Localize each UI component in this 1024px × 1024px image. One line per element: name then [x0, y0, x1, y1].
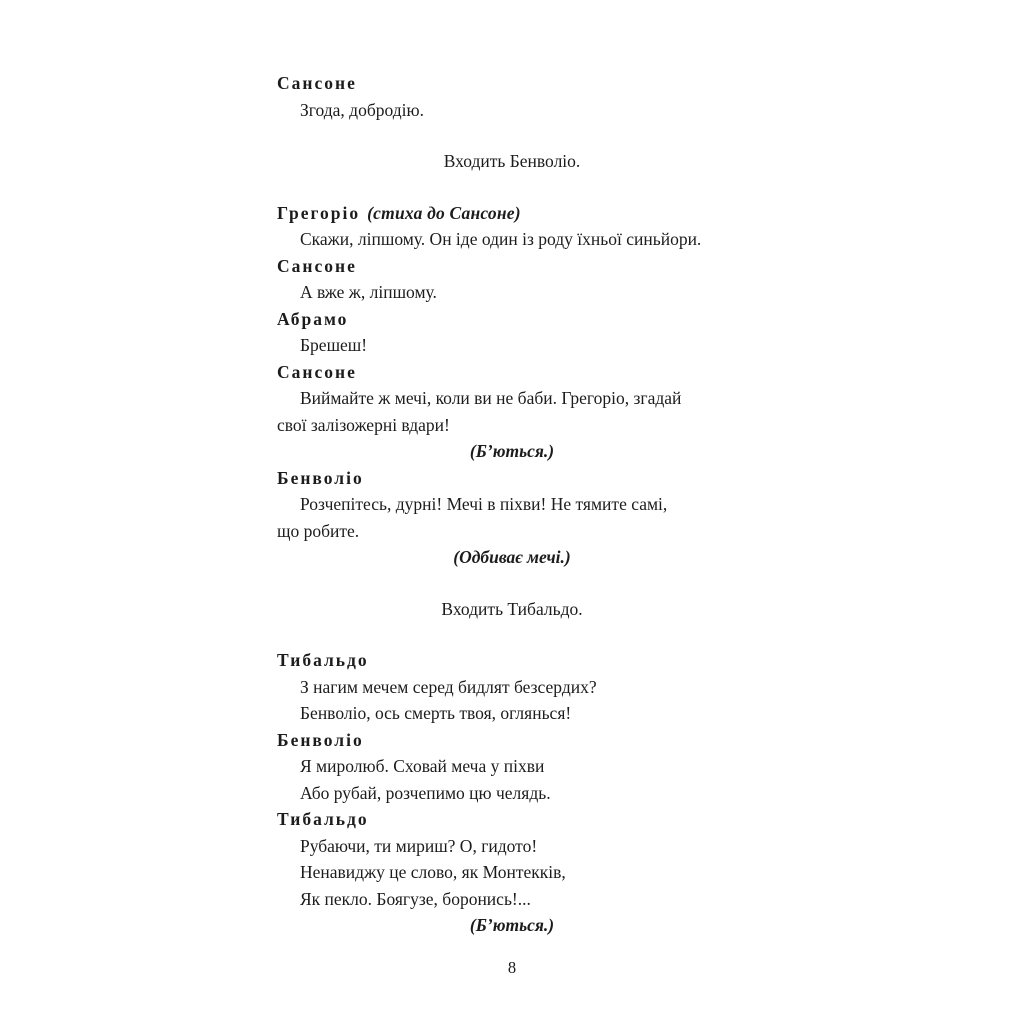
dialogue-line: Ненавиджу це слово, як Монтекків,: [300, 862, 566, 882]
dialogue-line: Рубаючи, ти мириш? О, гидото!: [300, 835, 538, 856]
speaker-name: Грегоріо: [277, 202, 361, 223]
speaker-name: Сансоне: [277, 255, 357, 276]
stage-direction: Входить Тибальдо.: [441, 598, 583, 619]
dialogue-line-continued: що робите.: [277, 520, 360, 541]
spacer: [277, 622, 747, 647]
speaker-heading: [277, 359, 747, 386]
speaker-name: Бенволіо: [277, 729, 364, 750]
speaker-heading: [277, 70, 747, 97]
dialogue-line: Бенволіо, ось смерть твоя, оглянься!: [300, 703, 572, 723]
page-number: 8: [507, 958, 517, 977]
dialogue-line-continued: свої залізожерні вдари!: [277, 414, 450, 435]
spacer: [277, 571, 747, 596]
speaker-heading: [277, 806, 747, 833]
dialogue-line: Розчепітесь, дурні! Мечі в піхви! Не тямите самі,: [300, 494, 668, 514]
stage-direction-paren: (Б’ються.): [469, 441, 555, 461]
dialogue-line: З нагим мечем серед бидлят безсердих?: [300, 676, 597, 697]
speaker-name: Тибальдо: [277, 650, 369, 670]
dialogue-line: Брешеш!: [300, 335, 368, 355]
stage-direction-paren: (Одбиває мечі.): [453, 547, 571, 567]
speaker-heading: [277, 200, 747, 227]
spacer: [277, 123, 747, 148]
dialogue-line: Або рубай, розчепимо цю челядь.: [300, 782, 551, 803]
dialogue-line: Я миролюб. Сховай меча у піхви: [300, 756, 545, 776]
stage-direction-paren: (Б’ються.): [469, 915, 555, 935]
speaker-name: Абрамо: [277, 308, 349, 329]
dialogue-line: Виймайте ж мечі, коли ви не баби. Грегоріо, згадай: [300, 388, 682, 408]
text-block: [277, 70, 747, 939]
dialogue-line: А вже ж, ліпшому.: [300, 282, 437, 302]
speaker-heading: [277, 253, 747, 280]
speaker-heading: [277, 306, 747, 333]
stage-direction: Входить Бенволіо.: [443, 151, 581, 171]
spacer: [277, 175, 747, 200]
speaker-name: Сансоне: [277, 361, 357, 382]
dialogue-line: Згода, добродію.: [300, 99, 424, 120]
speaker-heading: [277, 465, 747, 492]
speaker-name: Тибальдо: [277, 809, 369, 829]
speaker-name: Бенволіо: [277, 467, 364, 488]
dialogue-line: Як пекло. Боягузе, боронись!...: [300, 888, 531, 909]
speaker-heading: [277, 647, 747, 674]
speaker-name: Сансоне: [277, 73, 357, 93]
dialogue-line: Скажи, ліпшому. Он іде один із роду їхньої синьйори.: [300, 229, 702, 249]
speaker-stage-note: (стиха до Сансоне): [367, 202, 521, 223]
speaker-heading: [277, 727, 747, 754]
